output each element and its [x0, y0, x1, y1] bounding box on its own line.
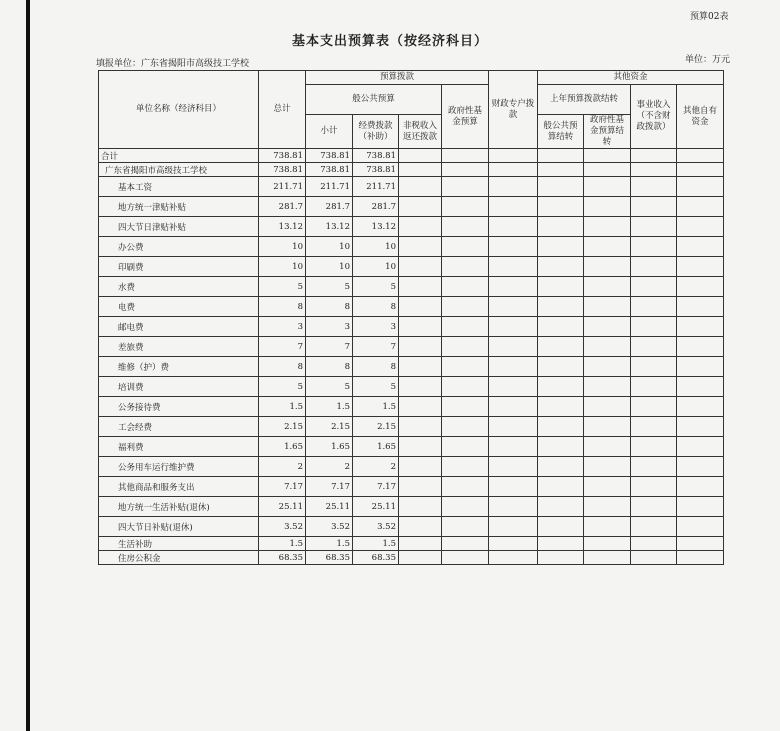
- table-row: [99, 217, 724, 237]
- row-name-cell: 合计: [99, 149, 259, 163]
- row-prev-general-cell: [538, 257, 584, 277]
- table-body: [99, 149, 724, 565]
- row-name-cell: 邮电费: [99, 317, 259, 337]
- row-prev-gov-fund-cell: [584, 417, 631, 437]
- row-other-self-cell: [677, 257, 724, 277]
- row-total-cell: 738.81: [259, 163, 306, 177]
- row-funds-cell: 211.71: [353, 177, 399, 197]
- row-prev-general-cell: [538, 477, 584, 497]
- row-other-self-cell: [677, 357, 724, 377]
- row-name-cell: 办公费: [99, 237, 259, 257]
- col-header-business-income: 事业收入（不含财政拨款）: [631, 85, 677, 149]
- form-number: 预算02表: [690, 12, 729, 22]
- row-tax-return-cell: [399, 197, 442, 217]
- row-gov-fund-cell: [442, 437, 489, 457]
- col-header-name: 单位名称（经济科目）: [99, 71, 259, 149]
- row-gov-fund-cell: [442, 149, 489, 163]
- row-subtotal-cell: 1.5: [306, 537, 353, 551]
- row-prev-gov-fund-cell: [584, 537, 631, 551]
- row-subtotal-cell: 211.71: [306, 177, 353, 197]
- row-funds-cell: 68.35: [353, 551, 399, 565]
- row-total-cell: 13.12: [259, 217, 306, 237]
- row-special-account-cell: [489, 357, 538, 377]
- row-gov-fund-cell: [442, 477, 489, 497]
- row-subtotal-cell: 7: [306, 337, 353, 357]
- row-business-income-cell: [631, 297, 677, 317]
- row-gov-fund-cell: [442, 177, 489, 197]
- col-header-budget-group: 预算拨款: [306, 71, 489, 85]
- row-prev-gov-fund-cell: [584, 357, 631, 377]
- row-tax-return-cell: [399, 457, 442, 477]
- row-prev-general-cell: [538, 317, 584, 337]
- row-prev-gov-fund-cell: [584, 551, 631, 565]
- row-prev-general-cell: [538, 537, 584, 551]
- row-special-account-cell: [489, 497, 538, 517]
- row-prev-gov-fund-cell: [584, 257, 631, 277]
- row-other-self-cell: [677, 217, 724, 237]
- row-special-account-cell: [489, 317, 538, 337]
- row-total-cell: 8: [259, 297, 306, 317]
- row-tax-return-cell: [399, 437, 442, 457]
- table-row: [99, 377, 724, 397]
- row-other-self-cell: [677, 317, 724, 337]
- row-subtotal-cell: 5: [306, 277, 353, 297]
- table-row: [99, 417, 724, 437]
- row-total-cell: 738.81: [259, 149, 306, 163]
- row-business-income-cell: [631, 437, 677, 457]
- row-other-self-cell: [677, 237, 724, 257]
- row-gov-fund-cell: [442, 337, 489, 357]
- row-prev-general-cell: [538, 497, 584, 517]
- row-subtotal-cell: 281.7: [306, 197, 353, 217]
- row-other-self-cell: [677, 551, 724, 565]
- row-total-cell: 68.35: [259, 551, 306, 565]
- row-prev-gov-fund-cell: [584, 163, 631, 177]
- row-tax-return-cell: [399, 357, 442, 377]
- row-prev-gov-fund-cell: [584, 337, 631, 357]
- row-total-cell: 3.52: [259, 517, 306, 537]
- row-other-self-cell: [677, 377, 724, 397]
- row-name-cell: 培训费: [99, 377, 259, 397]
- row-total-cell: 5: [259, 277, 306, 297]
- row-tax-return-cell: [399, 297, 442, 317]
- row-prev-general-cell: [538, 297, 584, 317]
- row-name-cell: 广东省揭阳市高级技工学校: [99, 163, 259, 177]
- row-total-cell: 10: [259, 257, 306, 277]
- row-name-cell: 四大节日津贴补贴: [99, 217, 259, 237]
- row-subtotal-cell: 1.65: [306, 437, 353, 457]
- row-tax-return-cell: [399, 149, 442, 163]
- row-business-income-cell: [631, 317, 677, 337]
- row-funds-cell: 738.81: [353, 163, 399, 177]
- row-other-self-cell: [677, 477, 724, 497]
- row-funds-cell: 5: [353, 277, 399, 297]
- row-total-cell: 25.11: [259, 497, 306, 517]
- row-gov-fund-cell: [442, 237, 489, 257]
- col-header-subtotal: 小计: [306, 115, 353, 149]
- col-header-prev-general: 般公共预算结转: [538, 115, 584, 149]
- row-prev-general-cell: [538, 217, 584, 237]
- row-other-self-cell: [677, 437, 724, 457]
- row-funds-cell: 3: [353, 317, 399, 337]
- row-gov-fund-cell: [442, 357, 489, 377]
- row-total-cell: 1.5: [259, 397, 306, 417]
- row-funds-cell: 10: [353, 257, 399, 277]
- col-header-total: 总计: [259, 71, 306, 149]
- row-subtotal-cell: 8: [306, 357, 353, 377]
- row-subtotal-cell: 3.52: [306, 517, 353, 537]
- row-other-self-cell: [677, 397, 724, 417]
- row-prev-general-cell: [538, 437, 584, 457]
- row-subtotal-cell: 25.11: [306, 497, 353, 517]
- row-name-cell: 生活补助: [99, 537, 259, 551]
- row-gov-fund-cell: [442, 297, 489, 317]
- row-prev-gov-fund-cell: [584, 177, 631, 197]
- row-prev-gov-fund-cell: [584, 149, 631, 163]
- row-other-self-cell: [677, 337, 724, 357]
- row-other-self-cell: [677, 417, 724, 437]
- row-funds-cell: 5: [353, 377, 399, 397]
- row-other-self-cell: [677, 197, 724, 217]
- row-prev-general-cell: [538, 377, 584, 397]
- row-gov-fund-cell: [442, 537, 489, 551]
- row-business-income-cell: [631, 397, 677, 417]
- row-prev-general-cell: [538, 357, 584, 377]
- row-funds-cell: 25.11: [353, 497, 399, 517]
- col-header-other-self: 其他自有资金: [677, 85, 724, 149]
- table-row: [99, 337, 724, 357]
- row-subtotal-cell: 738.81: [306, 149, 353, 163]
- row-prev-general-cell: [538, 517, 584, 537]
- row-tax-return-cell: [399, 337, 442, 357]
- row-name-cell: 四大节日补贴(退休): [99, 517, 259, 537]
- row-tax-return-cell: [399, 257, 442, 277]
- row-gov-fund-cell: [442, 163, 489, 177]
- row-subtotal-cell: 3: [306, 317, 353, 337]
- row-special-account-cell: [489, 477, 538, 497]
- row-special-account-cell: [489, 177, 538, 197]
- row-gov-fund-cell: [442, 397, 489, 417]
- page-title: 基本支出预算表（按经济科目）: [291, 34, 488, 49]
- reporting-unit: 填报单位：广东省揭阳市高级技工学校: [96, 59, 250, 69]
- row-special-account-cell: [489, 397, 538, 417]
- table-row: [99, 437, 724, 457]
- row-subtotal-cell: 2.15: [306, 417, 353, 437]
- table-row: [99, 257, 724, 277]
- row-name-cell: 维修（护）费: [99, 357, 259, 377]
- row-tax-return-cell: [399, 417, 442, 437]
- row-funds-cell: 3.52: [353, 517, 399, 537]
- row-business-income-cell: [631, 551, 677, 565]
- row-prev-gov-fund-cell: [584, 277, 631, 297]
- row-funds-cell: 1.5: [353, 397, 399, 417]
- row-business-income-cell: [631, 257, 677, 277]
- row-business-income-cell: [631, 163, 677, 177]
- row-other-self-cell: [677, 517, 724, 537]
- row-business-income-cell: [631, 149, 677, 163]
- row-business-income-cell: [631, 497, 677, 517]
- row-prev-general-cell: [538, 457, 584, 477]
- table-row: [99, 177, 724, 197]
- row-tax-return-cell: [399, 177, 442, 197]
- row-prev-gov-fund-cell: [584, 397, 631, 417]
- row-business-income-cell: [631, 277, 677, 297]
- scan-edge-bar: [26, 0, 30, 731]
- table-row: [99, 497, 724, 517]
- row-prev-general-cell: [538, 149, 584, 163]
- row-prev-general-cell: [538, 397, 584, 417]
- row-tax-return-cell: [399, 277, 442, 297]
- row-tax-return-cell: [399, 517, 442, 537]
- row-subtotal-cell: 10: [306, 257, 353, 277]
- row-prev-general-cell: [538, 237, 584, 257]
- row-gov-fund-cell: [442, 217, 489, 237]
- col-header-gov-fund: 政府性基金预算: [442, 85, 489, 149]
- row-special-account-cell: [489, 437, 538, 457]
- row-gov-fund-cell: [442, 317, 489, 337]
- table-row: [99, 197, 724, 217]
- row-subtotal-cell: 10: [306, 237, 353, 257]
- row-prev-general-cell: [538, 163, 584, 177]
- row-funds-cell: 8: [353, 357, 399, 377]
- row-gov-fund-cell: [442, 377, 489, 397]
- row-business-income-cell: [631, 337, 677, 357]
- row-gov-fund-cell: [442, 417, 489, 437]
- row-tax-return-cell: [399, 397, 442, 417]
- table-row: [99, 317, 724, 337]
- row-gov-fund-cell: [442, 257, 489, 277]
- table-row: [99, 163, 724, 177]
- table-row: [99, 149, 724, 163]
- row-subtotal-cell: 68.35: [306, 551, 353, 565]
- row-prev-gov-fund-cell: [584, 377, 631, 397]
- row-gov-fund-cell: [442, 517, 489, 537]
- row-funds-cell: 10: [353, 237, 399, 257]
- row-name-cell: 地方统一生活补贴(退休): [99, 497, 259, 517]
- row-funds-cell: 13.12: [353, 217, 399, 237]
- col-header-prev-gov-fund: 政府性基金预算结转: [584, 115, 631, 149]
- row-prev-gov-fund-cell: [584, 297, 631, 317]
- row-tax-return-cell: [399, 237, 442, 257]
- row-prev-general-cell: [538, 551, 584, 565]
- row-name-cell: 印刷费: [99, 257, 259, 277]
- row-prev-gov-fund-cell: [584, 197, 631, 217]
- row-subtotal-cell: 2: [306, 457, 353, 477]
- row-prev-general-cell: [538, 177, 584, 197]
- row-business-income-cell: [631, 477, 677, 497]
- col-header-other-group: 其他资金: [538, 71, 724, 85]
- row-gov-fund-cell: [442, 457, 489, 477]
- row-tax-return-cell: [399, 537, 442, 551]
- row-funds-cell: 1.5: [353, 537, 399, 551]
- row-other-self-cell: [677, 497, 724, 517]
- row-business-income-cell: [631, 457, 677, 477]
- row-special-account-cell: [489, 297, 538, 317]
- row-prev-general-cell: [538, 277, 584, 297]
- row-subtotal-cell: 7.17: [306, 477, 353, 497]
- table-row: [99, 277, 724, 297]
- col-header-prev-year-group: 上年预算拨款结转: [538, 85, 631, 115]
- row-other-self-cell: [677, 457, 724, 477]
- row-total-cell: 8: [259, 357, 306, 377]
- row-total-cell: 10: [259, 237, 306, 257]
- table-row: [99, 237, 724, 257]
- row-name-cell: 地方统一津贴补贴: [99, 197, 259, 217]
- row-business-income-cell: [631, 417, 677, 437]
- row-prev-gov-fund-cell: [584, 497, 631, 517]
- row-tax-return-cell: [399, 217, 442, 237]
- row-other-self-cell: [677, 537, 724, 551]
- row-subtotal-cell: 13.12: [306, 217, 353, 237]
- row-prev-gov-fund-cell: [584, 457, 631, 477]
- row-special-account-cell: [489, 537, 538, 551]
- row-special-account-cell: [489, 457, 538, 477]
- row-tax-return-cell: [399, 477, 442, 497]
- row-tax-return-cell: [399, 163, 442, 177]
- row-name-cell: 公务用车运行维护费: [99, 457, 259, 477]
- table-row: [99, 517, 724, 537]
- row-tax-return-cell: [399, 551, 442, 565]
- row-gov-fund-cell: [442, 497, 489, 517]
- budget-table: [98, 70, 724, 565]
- row-funds-cell: 281.7: [353, 197, 399, 217]
- row-name-cell: 其他商品和服务支出: [99, 477, 259, 497]
- row-funds-cell: 2.15: [353, 417, 399, 437]
- row-gov-fund-cell: [442, 197, 489, 217]
- currency-unit: 单位：万元: [685, 55, 731, 65]
- row-special-account-cell: [489, 337, 538, 357]
- row-special-account-cell: [489, 417, 538, 437]
- row-business-income-cell: [631, 177, 677, 197]
- row-total-cell: 5: [259, 377, 306, 397]
- row-prev-gov-fund-cell: [584, 517, 631, 537]
- row-funds-cell: 8: [353, 297, 399, 317]
- row-tax-return-cell: [399, 317, 442, 337]
- row-other-self-cell: [677, 163, 724, 177]
- row-special-account-cell: [489, 277, 538, 297]
- row-prev-gov-fund-cell: [584, 477, 631, 497]
- row-total-cell: 211.71: [259, 177, 306, 197]
- table-row: [99, 397, 724, 417]
- row-special-account-cell: [489, 377, 538, 397]
- row-special-account-cell: [489, 163, 538, 177]
- row-prev-gov-fund-cell: [584, 217, 631, 237]
- table-row: [99, 457, 724, 477]
- col-header-general-budget: 般公共预算: [306, 85, 442, 115]
- row-other-self-cell: [677, 177, 724, 197]
- row-name-cell: 电费: [99, 297, 259, 317]
- row-name-cell: 基本工资: [99, 177, 259, 197]
- row-special-account-cell: [489, 197, 538, 217]
- row-total-cell: 2.15: [259, 417, 306, 437]
- row-total-cell: 281.7: [259, 197, 306, 217]
- row-subtotal-cell: 5: [306, 377, 353, 397]
- row-prev-gov-fund-cell: [584, 437, 631, 457]
- row-special-account-cell: [489, 551, 538, 565]
- table-row: [99, 297, 724, 317]
- row-name-cell: 住房公积金: [99, 551, 259, 565]
- table-row: [99, 551, 724, 565]
- row-special-account-cell: [489, 149, 538, 163]
- row-prev-general-cell: [538, 417, 584, 437]
- row-total-cell: 1.65: [259, 437, 306, 457]
- row-total-cell: 3: [259, 317, 306, 337]
- row-funds-cell: 1.65: [353, 437, 399, 457]
- row-total-cell: 2: [259, 457, 306, 477]
- row-name-cell: 差旅费: [99, 337, 259, 357]
- row-name-cell: 福利费: [99, 437, 259, 457]
- row-business-income-cell: [631, 357, 677, 377]
- col-header-tax-return: 非税收入返还拨款: [399, 115, 442, 149]
- row-business-income-cell: [631, 517, 677, 537]
- row-special-account-cell: [489, 237, 538, 257]
- col-header-special-account: 财政专户拨款: [489, 71, 538, 149]
- row-prev-gov-fund-cell: [584, 317, 631, 337]
- row-funds-cell: 738.81: [353, 149, 399, 163]
- row-special-account-cell: [489, 257, 538, 277]
- row-business-income-cell: [631, 197, 677, 217]
- row-subtotal-cell: 1.5: [306, 397, 353, 417]
- row-other-self-cell: [677, 149, 724, 163]
- row-business-income-cell: [631, 217, 677, 237]
- col-header-funds-alloc: 经费拨款（补助）: [353, 115, 399, 149]
- row-funds-cell: 7: [353, 337, 399, 357]
- row-total-cell: 1.5: [259, 537, 306, 551]
- row-prev-general-cell: [538, 197, 584, 217]
- row-business-income-cell: [631, 237, 677, 257]
- row-special-account-cell: [489, 217, 538, 237]
- row-gov-fund-cell: [442, 551, 489, 565]
- row-prev-gov-fund-cell: [584, 237, 631, 257]
- row-subtotal-cell: 738.81: [306, 163, 353, 177]
- row-prev-general-cell: [538, 337, 584, 357]
- row-tax-return-cell: [399, 377, 442, 397]
- row-tax-return-cell: [399, 497, 442, 517]
- row-special-account-cell: [489, 517, 538, 537]
- table-row: [99, 537, 724, 551]
- row-gov-fund-cell: [442, 277, 489, 297]
- row-name-cell: 公务接待费: [99, 397, 259, 417]
- row-other-self-cell: [677, 277, 724, 297]
- row-total-cell: 7: [259, 337, 306, 357]
- row-total-cell: 7.17: [259, 477, 306, 497]
- row-business-income-cell: [631, 377, 677, 397]
- row-business-income-cell: [631, 537, 677, 551]
- row-subtotal-cell: 8: [306, 297, 353, 317]
- row-name-cell: 工会经费: [99, 417, 259, 437]
- table-row: [99, 357, 724, 377]
- row-funds-cell: 7.17: [353, 477, 399, 497]
- table-row: [99, 477, 724, 497]
- row-other-self-cell: [677, 297, 724, 317]
- row-name-cell: 水费: [99, 277, 259, 297]
- row-funds-cell: 2: [353, 457, 399, 477]
